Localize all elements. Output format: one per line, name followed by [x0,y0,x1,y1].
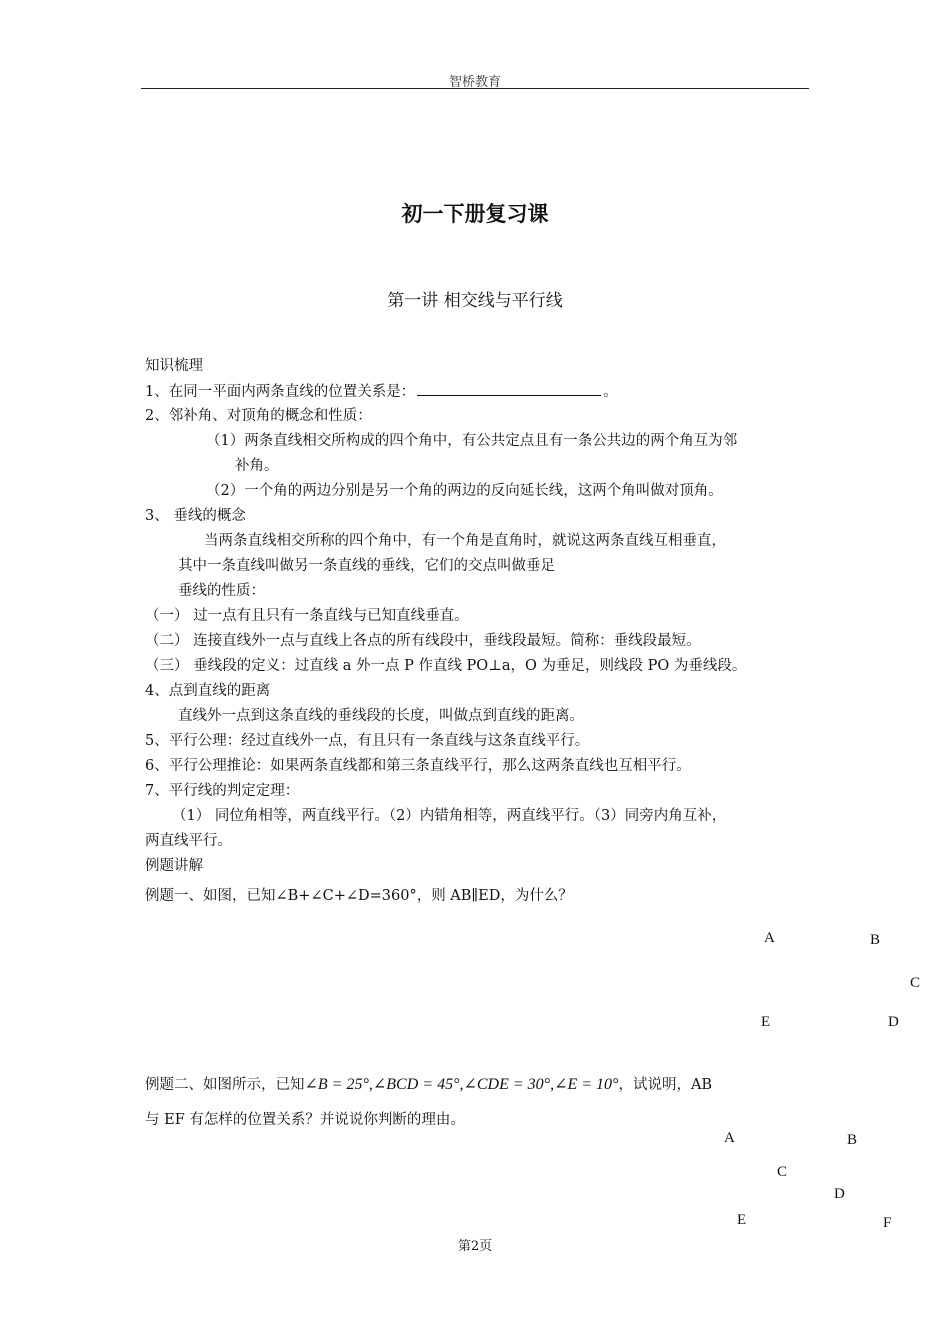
ex2-point-c: C [777,1164,788,1180]
ex2-point-a: A [724,1130,735,1146]
page-title: 初一下册复习课 [401,202,549,226]
item-2-2: （2）一个角的两边分别是另一个角的两边的反向延长线，这两个角叫做对顶角。 [206,483,723,499]
answer-blank [417,381,601,396]
ex1-point-c: C [910,975,921,991]
item-4: 4、点到直线的距离 [145,683,271,699]
knowledge-heading: 知识梳理 [145,358,203,374]
example-2-question-line2: 与 EF 有怎样的位置关系？并说说你判断的理由。 [145,1112,465,1128]
item-3-def-line2: 其中一条直线叫做另一条直线的垂线，它们的交点叫做垂足 [178,558,555,574]
ex2-point-e: E [737,1212,747,1228]
example-2-prefix: 例题二、如图所示，已知 [145,1077,305,1093]
item-3-property-1: （一） 过一点有且只有一条直线与已知直线垂直。 [145,608,469,624]
ex1-point-b: B [870,932,881,948]
examples-heading: 例题讲解 [145,858,203,874]
ex2-point-d: D [834,1186,845,1202]
ex1-point-d: D [888,1014,899,1030]
item-2-1-line2: 补角。 [235,458,279,474]
lecture-subtitle: 第一讲 相交线与平行线 [387,291,563,311]
item-3: 3、 垂线的概念 [145,508,246,524]
ex2-point-b: B [847,1132,858,1148]
item-3-property-3: （三） 垂线段的定义：过直线 a 外一点 P 作直线 PO⊥a，O 为垂足，则线段 PO 为垂线段。 [145,658,747,674]
item-1-suffix: 。 [603,384,618,400]
item-1 [145,381,618,402]
item-3-properties: 垂线的性质： [178,583,265,599]
item-3-def-line1: 当两条直线相交所称的四个角中，有一个角是直角时，就说这两条直线互相垂直， [204,533,726,549]
item-5: 5、平行公理：经过直线外一点，有且只有一条直线与这条直线平行。 [145,733,590,749]
example-2-suffix: ，试说明，AB [618,1077,713,1093]
header-rule [141,88,809,89]
ex1-point-a: A [764,930,775,946]
ex1-point-e: E [761,1014,771,1030]
item-7: 7、平行线的判定定理： [145,783,300,799]
ex2-point-f: F [883,1215,892,1231]
example-2-question [145,1073,712,1097]
item-7-line1: （1） 同位角相等，两直线平行。（2）内错角相等，两直线平行。（3）同旁内角互补， [172,808,727,824]
item-6: 6、平行公理推论：如果两条直线都和第三条直线平行，那么这两条直线也互相平行。 [145,758,691,774]
page-number: 第2页 [457,1239,493,1254]
item-4-def: 直线外一点到这条直线的垂线段的长度，叫做点到直线的距离。 [178,708,584,724]
item-1-text: 1、在同一平面内两条直线的位置关系是： [145,384,416,400]
example-2-angles: ∠B = 25°,∠BCD = 45°,∠CDE = 30°,∠E = 10° [304,1076,619,1093]
item-7-line2: 两直线平行。 [145,833,232,849]
item-3-property-2: （二） 连接直线外一点与直线上各点的所有线段中，垂线段最短。简称：垂线段最短。 [145,633,701,649]
item-2: 2、邻补角、对顶角的概念和性质： [145,408,372,424]
page-header: 智桥教育 [448,75,501,90]
example-1-question: 例题一、如图，已知∠B+∠C+∠D=360°，则 AB∥ED，为什么？ [145,888,573,904]
item-2-1-line1: （1）两条直线相交所构成的四个角中，有公共定点且有一条公共边的两个角互为邻 [206,433,738,449]
